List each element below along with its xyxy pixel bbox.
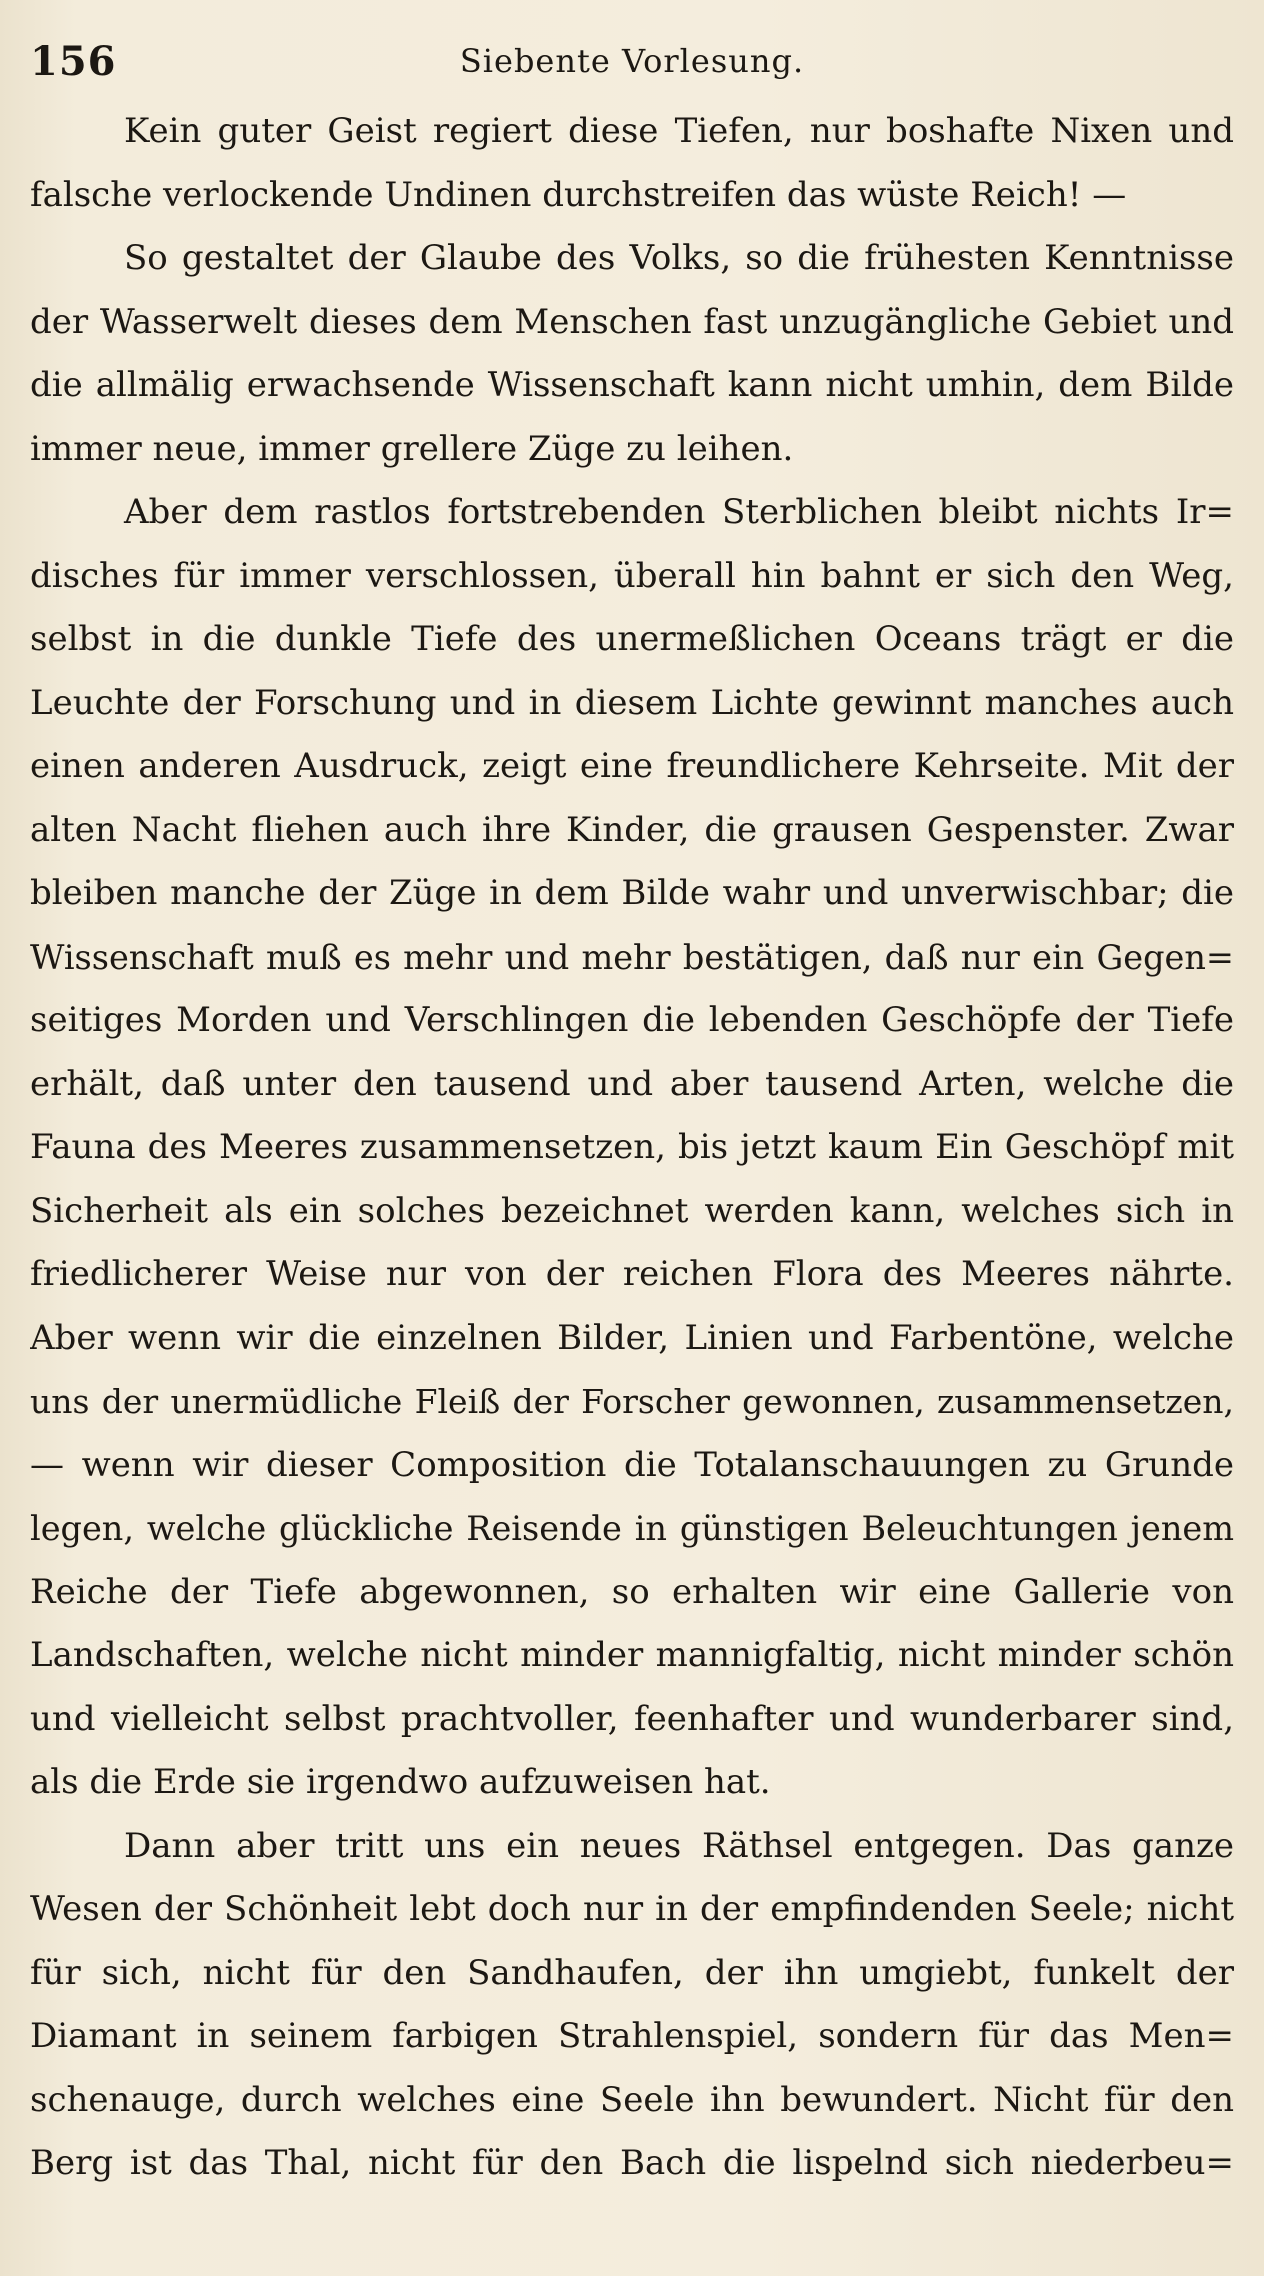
- text-line: Aber dem rastlos fortstrebenden Sterblichen bleibt nichts Ir=: [124, 492, 1234, 532]
- text-line: Berg ist das Thal, nicht für den Bach die lispelnd sich niederbeu=: [30, 2143, 1234, 2183]
- page-number: 156: [30, 38, 117, 85]
- text-line: disches für immer verschlossen, überall hin bahnt er sich den Weg,: [30, 555, 1234, 596]
- text-line: als die Erde sie irgendwo aufzuweisen hat.: [30, 1762, 771, 1802]
- text-line: Kein guter Geist regiert diese Tiefen, nur boshafte Nixen und: [124, 111, 1234, 151]
- text-line: Landschaften, welche nicht minder mannigfaltig, nicht minder schön: [30, 1635, 1234, 1675]
- text-line: bleiben manche der Züge in dem Bilde wahr und unverwischbar; die: [30, 873, 1234, 913]
- text-line: immer neue, immer grellere Züge zu leihen.: [30, 428, 794, 469]
- text-line: Diamant in seinem farbigen Strahlenspiel, sondern für das Men=: [30, 2016, 1234, 2056]
- running-head: Siebente Vorlesung.: [459, 42, 805, 80]
- text-line: einen anderen Ausdruck, zeigt eine freundlichere Kehrseite. Mit der: [30, 746, 1234, 786]
- text-line: friedlicherer Weise nur von der reichen Flora des Meeres nährte.: [30, 1254, 1234, 1294]
- text-line: und vielleicht selbst prachtvoller, feenhafter und wunderbarer sind,: [30, 1698, 1234, 1739]
- text-line: schenauge, durch welches eine Seele ihn bewundert. Nicht für den: [30, 2079, 1234, 2120]
- text-line: der Wasserwelt dieses dem Menschen fast unzugängliche Gebiet und: [30, 301, 1234, 342]
- text-line: Wissenschaft muß es mehr und mehr bestätigen, daß nur ein Gegen=: [30, 937, 1234, 977]
- text-line: Wesen der Schönheit lebt doch nur in der empfindenden Seele; nicht: [30, 1889, 1234, 1929]
- text-line: Aber wenn wir die einzelnen Bilder, Linien und Farbentöne, welche: [30, 1317, 1234, 1358]
- text-line: erhält, daß unter den tausend und aber tausend Arten, welche die: [30, 1063, 1234, 1104]
- text-line: legen, welche glückliche Reisende in günstigen Beleuchtungen jenem: [30, 1509, 1234, 1548]
- text-line: So gestaltet der Glaube des Volks, so die frühesten Kenntnisse: [124, 238, 1234, 278]
- text-line: Fauna des Meeres zusammensetzen, bis jetzt kaum Ein Geschöpf mit: [30, 1127, 1234, 1167]
- text-line: Leuchte der Forschung und in diesem Lichte gewinnt manches auch: [30, 682, 1234, 723]
- body-text: [30, 100, 1234, 2196]
- text-line: Reiche der Tiefe abgewonnen, so erhalten wir eine Gallerie von: [30, 1571, 1234, 1612]
- text-line: alten Nacht fliehen auch ihre Kinder, die grausen Gespenster. Zwar: [30, 809, 1234, 850]
- text-line: seitiges Morden und Verschlingen die lebenden Geschöpfe der Tiefe: [30, 1000, 1234, 1040]
- text-line: Sicherheit als ein solches bezeichnet werden kann, welches sich in: [30, 1190, 1234, 1231]
- page-header: [30, 38, 1234, 88]
- text-line: falsche verlockende Undinen durchstreifen das wüste Reich! —: [30, 174, 1127, 215]
- text-line: uns der unermüdliche Fleiß der Forscher gewonnen, zusammensetzen,: [30, 1382, 1234, 1421]
- text-line: — wenn wir dieser Composition die Totalanschauungen zu Grunde: [30, 1444, 1234, 1485]
- text-line: die allmälig erwachsende Wissenschaft kann nicht umhin, dem Bilde: [30, 365, 1234, 405]
- text-line: selbst in die dunkle Tiefe des unermeßlichen Oceans trägt er die: [30, 619, 1234, 659]
- text-line: für sich, nicht für den Sandhaufen, der ihn umgiebt, funkelt der: [30, 1952, 1234, 1993]
- text-line: Dann aber tritt uns ein neues Räthsel entgegen. Das ganze: [124, 1825, 1234, 1866]
